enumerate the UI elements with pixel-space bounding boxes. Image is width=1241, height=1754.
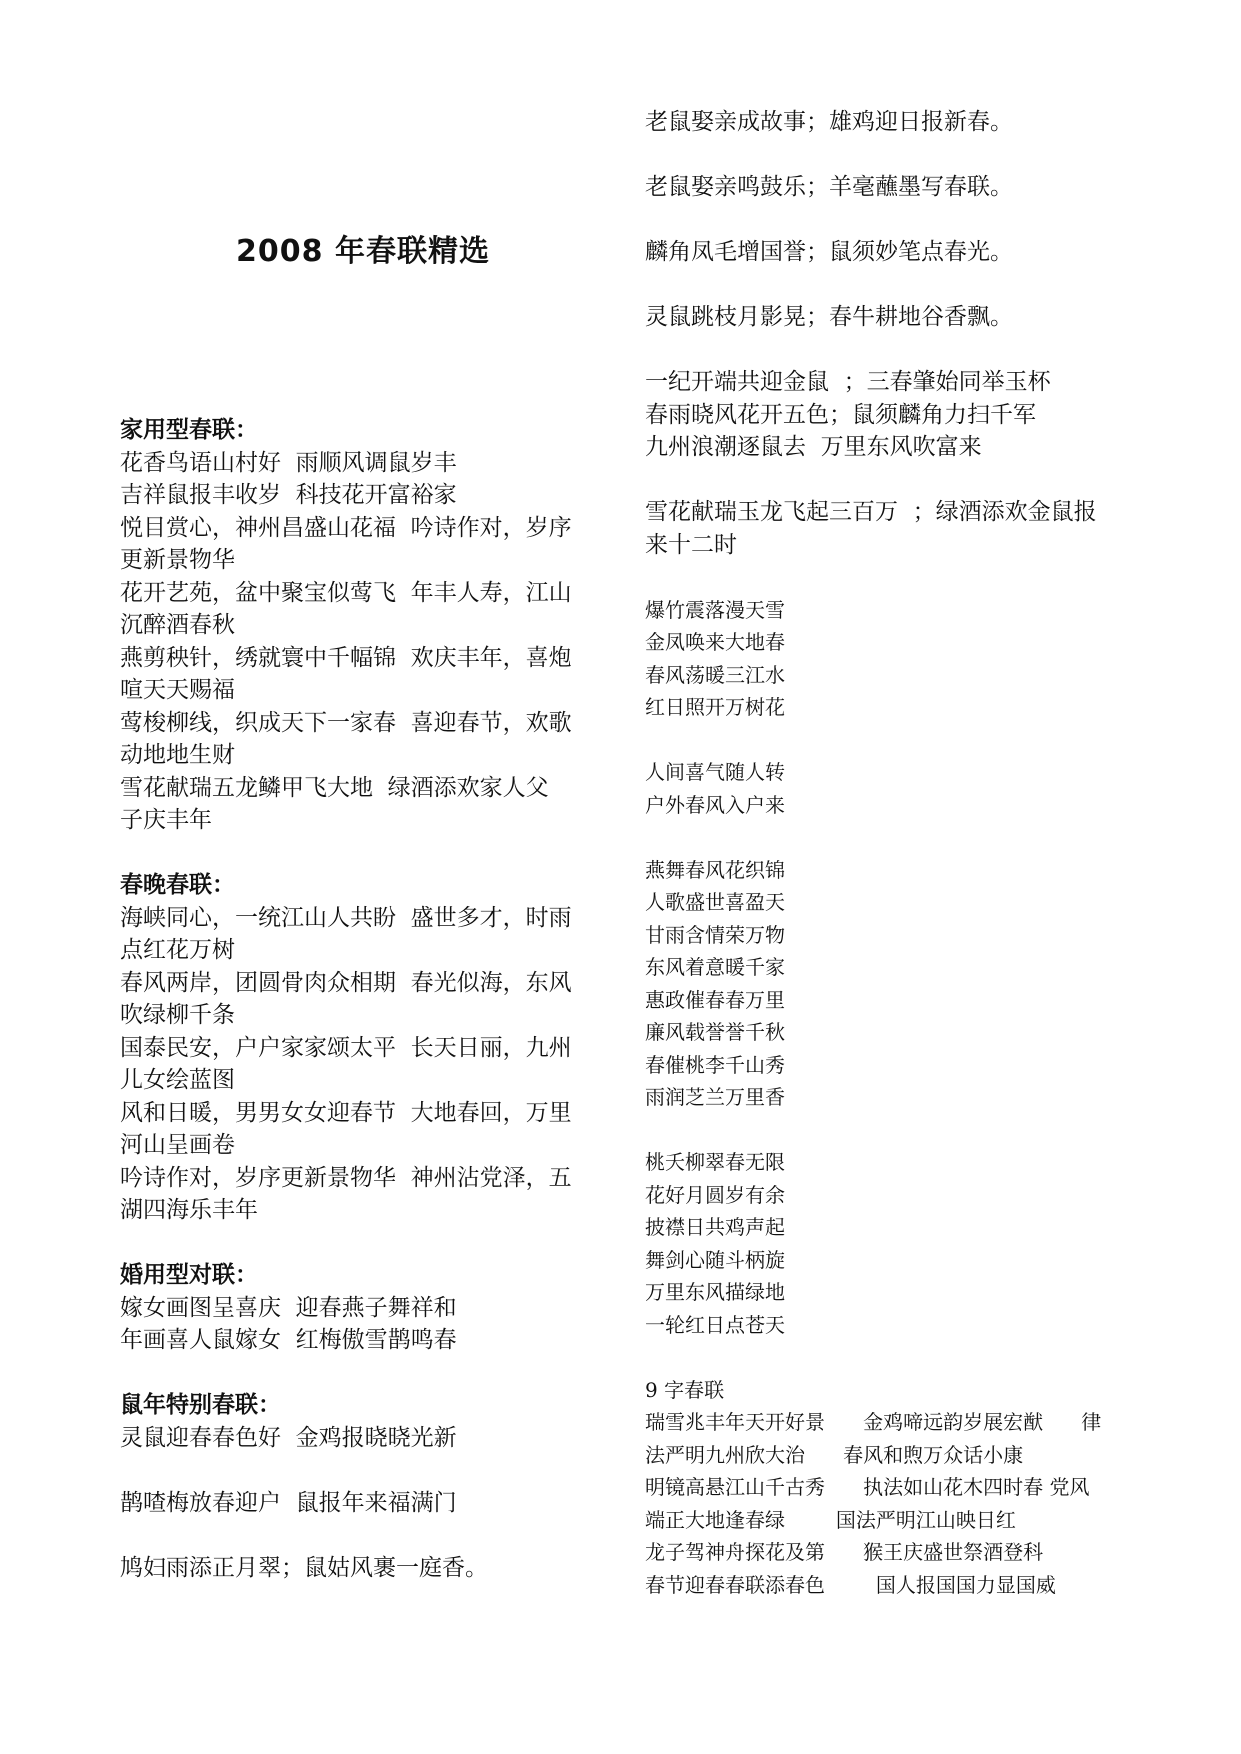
couplet-line: 鹊喳梅放春迎户 鼠报年来福满门	[120, 1489, 457, 1516]
couplet-line: 老鼠娶亲成故事；雄鸡迎日报新春。	[645, 109, 1013, 135]
couplet-line: 惠政催春春万里	[645, 987, 785, 1012]
right-column	[645, 106, 1145, 1601]
couplet-line: 端正大地逢春绿 国法严明江山映日红	[645, 1507, 1016, 1532]
blank-line	[645, 724, 1145, 757]
couplet-line: 披襟日共鸡声起	[645, 1215, 785, 1239]
couplet-line: 瑞雪兆丰年天开好景 金鸡啼远韵岁展宏猷 律	[645, 1410, 1102, 1434]
section-heading: 春晚春联：	[120, 871, 235, 898]
couplet-line: 燕舞春风花织锦	[645, 857, 785, 882]
couplet-line: 雪花献瑞玉龙飞起三百万 ；绿酒添欢金鼠报	[645, 499, 1097, 525]
couplet-line: 国泰民安，户户家家颂太平 长天日丽，九州	[120, 1034, 572, 1061]
couplet-line: 海峡同心，一统江山人共盼 盛世多才，时雨	[120, 904, 572, 931]
couplet-line: 九州浪潮逐鼠去 万里东风吹富来	[645, 434, 982, 460]
couplet-line: 来十二时	[645, 531, 737, 558]
blank-line	[120, 1227, 610, 1260]
blank-line	[645, 1114, 1145, 1147]
couplet-line: 吹绿柳千条	[120, 1002, 235, 1028]
section-heading: 婚用型对联：	[120, 1261, 258, 1288]
couplet-line: 廉风载誉誉千秋	[645, 1020, 785, 1044]
couplet-line: 子庆丰年	[120, 807, 212, 833]
blank-line	[120, 1519, 610, 1552]
couplet-line: 吟诗作对，岁序更新景物华 神州沾党泽，五	[120, 1164, 572, 1191]
couplet-line: 9 字春联	[645, 1377, 725, 1402]
couplet-line: 雪花献瑞五龙鳞甲飞大地 绿酒添欢家人父	[120, 774, 549, 801]
couplet-line: 更新景物华	[120, 547, 235, 573]
couplet-line: 嫁女画图呈喜庆 迎春燕子舞祥和	[120, 1294, 457, 1321]
couplet-line: 喧天天赐福	[120, 677, 235, 703]
section-heading: 鼠年特别春联：	[120, 1391, 281, 1418]
couplet-line: 金凤唤来大地春	[645, 630, 785, 654]
couplet-line: 明镜高悬江山千古秀 执法如山花木四时春 党风	[645, 1475, 1090, 1499]
couplet-line: 春风两岸，团圆骨肉众相期 春光似海，东风	[120, 969, 572, 996]
couplet-line: 动地地生财	[120, 742, 235, 768]
page-title: 2008 年春联精选	[236, 234, 490, 269]
couplet-line: 麟角凤毛增国誉；鼠须妙笔点春光。	[645, 239, 1013, 265]
couplet-line: 莺梭柳线，织成天下一家春 喜迎春节，欢歌	[120, 709, 572, 736]
couplet-line: 雨润芝兰万里香	[645, 1085, 785, 1109]
couplet-line: 悦目赏心，神州昌盛山花福 吟诗作对，岁序	[120, 514, 572, 541]
couplet-line: 儿女绘蓝图	[120, 1067, 235, 1093]
couplet-line: 燕剪秧针，绣就寰中千幅锦 欢庆丰年，喜炮	[120, 644, 572, 671]
couplet-line: 春节迎春春联添春色 国人报国国力显国威	[645, 1572, 1056, 1597]
blank-line	[120, 1454, 610, 1487]
couplet-line: 桃夭柳翠春无限	[645, 1150, 785, 1174]
couplet-line: 花好月圆岁有余	[645, 1182, 785, 1207]
blank-line	[120, 1357, 610, 1390]
couplet-line: 风和日暖，男男女女迎春节 大地春回，万里	[120, 1099, 572, 1126]
couplet-line: 一纪开端共迎金鼠 ；三春肇始同举玉杯	[645, 369, 1051, 395]
couplet-line: 沉醉酒春秋	[120, 612, 235, 638]
couplet-line: 户外春风入户来	[645, 792, 785, 817]
couplet-line: 甘雨含情荣万物	[645, 922, 785, 947]
couplet-line: 人歌盛世喜盈天	[645, 890, 785, 914]
couplet-line: 法严明九州欣大治 春风和煦万众话小康	[645, 1442, 1024, 1467]
couplet-line: 年画喜人鼠嫁女 红梅傲雪鹊鸣春	[120, 1327, 457, 1353]
couplet-line: 点红花万树	[120, 937, 235, 963]
blank-line	[120, 837, 610, 870]
couplet-line: 爆竹震落漫天雪	[645, 597, 785, 622]
couplet-line: 花香鸟语山村好 雨顺风调鼠岁丰	[120, 449, 457, 476]
couplet-line: 春风荡暖三江水	[645, 662, 785, 687]
section-heading: 家用型春联：	[120, 416, 258, 443]
couplet-line: 舞剑心随斗柄旋	[645, 1247, 785, 1272]
couplet-line: 一轮红日点苍天	[645, 1312, 785, 1337]
couplet-line: 河山呈画卷	[120, 1132, 235, 1158]
blank-line	[645, 269, 1145, 302]
blank-line	[645, 334, 1145, 367]
couplet-line: 灵鼠跳枝月影晃；春牛耕地谷香飘。	[645, 304, 1013, 330]
left-column	[120, 414, 610, 1584]
couplet-line: 龙子驾神舟探花及第 猴王庆盛世祭酒登科	[645, 1540, 1044, 1564]
blank-line	[645, 464, 1145, 497]
couplet-line: 湖四海乐丰年	[120, 1197, 258, 1223]
couplet-line: 万里东风描绿地	[645, 1280, 785, 1304]
couplet-line: 春催桃李千山秀	[645, 1052, 785, 1077]
couplet-line: 吉祥鼠报丰收岁 科技花开富裕家	[120, 482, 457, 508]
blank-line	[645, 204, 1145, 237]
couplet-line: 春雨晓风花开五色；鼠须麟角力扫千军	[645, 401, 1036, 428]
couplet-line: 花开艺苑，盆中聚宝似莺飞 年丰人寿，江山	[120, 579, 572, 606]
couplet-line: 灵鼠迎春春色好 金鸡报晓晓光新	[120, 1424, 457, 1451]
blank-line	[645, 561, 1145, 594]
couplet-line: 红日照开万树花	[645, 695, 785, 719]
couplet-line: 东风着意暖千家	[645, 955, 785, 979]
couplet-line: 鸠妇雨添正月翠；鼠姑风裹一庭香。	[120, 1554, 488, 1581]
blank-line	[645, 821, 1145, 854]
couplet-line: 老鼠娶亲鸣鼓乐；羊毫蘸墨写春联。	[645, 174, 1013, 200]
blank-line	[645, 1341, 1145, 1374]
blank-line	[645, 139, 1145, 172]
couplet-line: 人间喜气随人转	[645, 760, 785, 784]
